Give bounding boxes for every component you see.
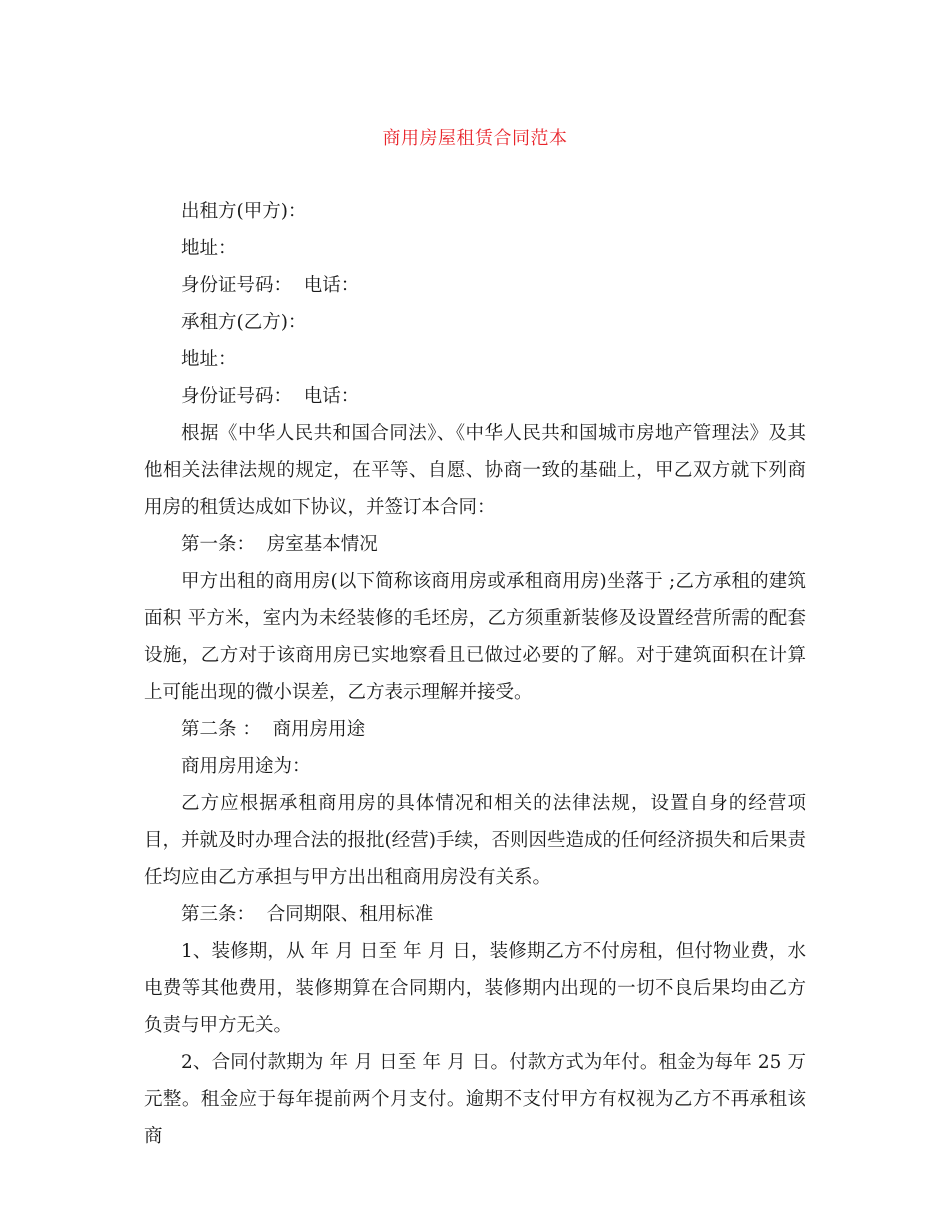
lessor-label: 出租方(甲方)： bbox=[181, 201, 307, 222]
lessee-id-phone-label: 身份证号码： 电话： bbox=[181, 386, 360, 407]
lessee-label: 承租方(乙方)： bbox=[181, 312, 307, 333]
lessor-id-phone-label: 身份证号码： 电话： bbox=[181, 275, 360, 296]
preamble-paragraph: 根据《中华人民共和国合同法》、《中华人民共和国城市房地产管理法》及其他相关法律法规的规定，在平等、自愿、协商一致的基础上，甲乙双方就下列商用房的租赁达成如下协议，并签订本合同： bbox=[144, 423, 806, 518]
article-2-usage-line: 商用房用途为： bbox=[181, 756, 311, 777]
article-3-item-1: 1、装修期，从 年 月 日至 年 月 日，装修期乙方不付房租，但付物业费，水电费等其他费用，装修期算在合同期内，装修期内出现的一切不良后果均由乙方负责与甲方无关。 bbox=[144, 941, 806, 1036]
article-3-item-2: 2、合同付款期为 年 月 日至 年 月 日。付款方式为年付。租金为每年 25 万元整。租金应于每年提前两个月支付。逾期不支付甲方有权视为乙方不再承租该商 bbox=[144, 1052, 806, 1147]
document-body bbox=[144, 193, 806, 1155]
article-3-heading: 第三条： 合同期限、租用标准 bbox=[181, 904, 434, 925]
article-1-heading: 第一条： 房室基本情况 bbox=[181, 534, 378, 555]
lessee-address-label: 地址： bbox=[181, 349, 237, 370]
lessor-address-label: 地址： bbox=[181, 238, 237, 259]
article-2-paragraph: 乙方应根据承租商用房的具体情况和相关的法律法规，设置自身的经营项目，并就及时办理合法的报批(经营)手续，否则因些造成的任何经济损失和后果责任均应由乙方承担与甲方出出租商用房没有关系。 bbox=[144, 793, 806, 888]
document-title: 商用房屋租赁合同范本 bbox=[382, 128, 568, 149]
article-2-heading: 第二条 ： 商用房用途 bbox=[181, 719, 366, 740]
article-1-paragraph: 甲方出租的商用房(以下简称该商用房或承租商用房)坐落于 ;乙方承租的建筑面积 平方米，室内为未经装修的毛坯房，乙方须重新装修及设置经营所需的配套设施，乙方对于该商用房已实地察看且已做过必要的了解。对于建筑面积在计算上可能出现的微小误差，乙方表示理解并接受。 bbox=[144, 571, 806, 703]
